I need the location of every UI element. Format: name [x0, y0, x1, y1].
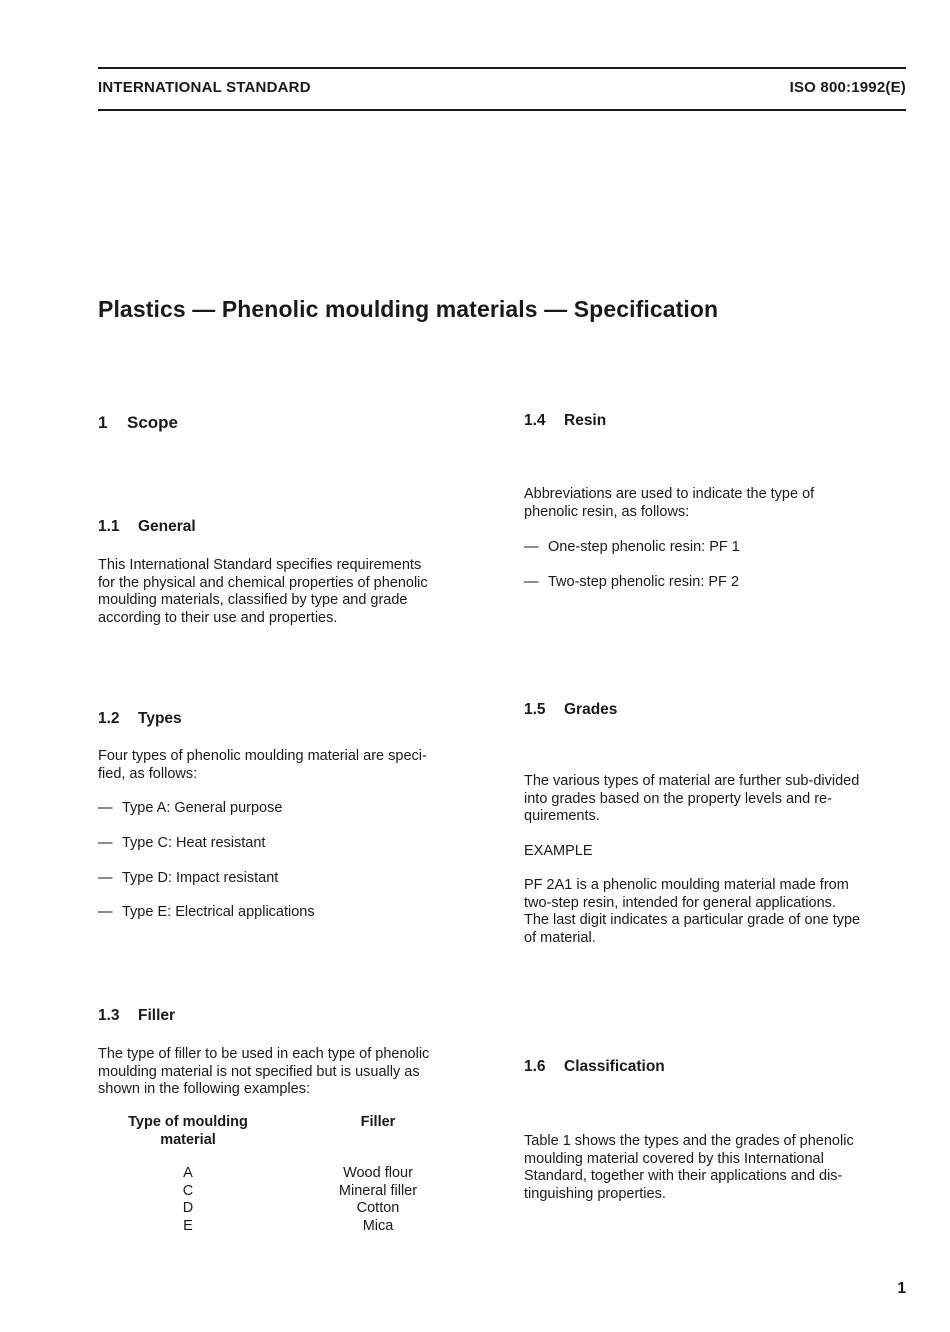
text-line: shown in the following examples:	[98, 1081, 310, 1097]
section-title: Filler	[138, 1007, 176, 1024]
general-paragraph	[98, 557, 479, 627]
text-line: moulding materials, classified by type and grade	[98, 592, 408, 608]
table-cell-type: A	[183, 1165, 193, 1181]
table-header-filler: Filler	[360, 1114, 396, 1130]
text-line: The various types of material are further sub-divided	[524, 773, 860, 789]
table-body	[108, 1165, 468, 1235]
filler-paragraph	[98, 1046, 479, 1099]
types-paragraph	[98, 748, 479, 783]
header-bottom-rule	[98, 109, 906, 111]
page-number: 1	[897, 1280, 906, 1297]
header-left: INTERNATIONAL STANDARD	[98, 79, 311, 96]
header-right: ISO 800:1992(E)	[789, 79, 906, 96]
section-number: 1.6	[524, 1058, 546, 1075]
text-line: into grades based on the property levels and re-	[524, 790, 832, 807]
text-line: moulding material is not specified but is usually as	[98, 1063, 420, 1080]
text-line: tinguishing properties.	[524, 1185, 666, 1202]
section-classification-heading	[524, 1058, 665, 1076]
list-item: — Type A: General purpose	[98, 800, 283, 816]
classification-paragraph	[524, 1133, 906, 1203]
text-line: two-step resin, intended for general applications.	[524, 894, 836, 911]
text-line: phenolic resin, as follows:	[524, 503, 690, 520]
list-item: — Type E: Electrical applications	[98, 904, 315, 920]
section-number: 1.5	[524, 701, 546, 718]
table-row	[108, 1200, 468, 1218]
table-row	[108, 1183, 468, 1201]
section-number: 1.4	[524, 412, 546, 429]
table-cell-type: D	[182, 1200, 194, 1216]
list-item: — Two-step phenolic resin: PF 2	[524, 574, 740, 590]
section-general-heading	[98, 518, 196, 536]
section-types-heading	[98, 710, 182, 728]
text-line: quirements.	[524, 808, 600, 824]
example-paragraph	[524, 877, 906, 947]
table-row	[108, 1165, 468, 1183]
grades-paragraph	[524, 773, 906, 826]
text-line: Table 1 shows the types and the grades of phenolic	[524, 1133, 854, 1149]
text-line: for the physical and chemical properties of phenolic	[98, 574, 428, 591]
section-title: Resin	[564, 412, 607, 429]
text-line: moulding material covered by this International	[524, 1150, 824, 1167]
section-title: Types	[138, 710, 182, 727]
section-scope-heading	[98, 413, 178, 433]
text-line: The type of filler to be used in each type of phenolic	[98, 1046, 430, 1062]
text-line: The last digit indicates a particular grade of one type	[524, 912, 861, 928]
text-line: according to their use and properties.	[98, 609, 338, 626]
section-title: General	[138, 518, 196, 535]
text-line: This International Standard specifies requirements	[98, 557, 422, 573]
table-cell-filler: Mineral filler	[338, 1182, 418, 1199]
section-resin-heading	[524, 412, 606, 430]
example-label: EXAMPLE	[524, 843, 593, 859]
list-item: — Type C: Heat resistant	[98, 835, 266, 851]
table-cell-filler: Mica	[362, 1217, 394, 1234]
text-line: Standard, together with their applications and dis-	[524, 1168, 843, 1184]
section-number: 1	[98, 413, 108, 432]
table-cell-filler: Cotton	[356, 1200, 400, 1216]
list-item: — One-step phenolic resin: PF 1	[524, 539, 740, 555]
section-title: Scope	[127, 413, 179, 432]
section-grades-heading	[524, 701, 617, 719]
page-title: Plastics — Phenolic moulding materials — Specification	[98, 296, 719, 322]
header-top-rule	[98, 67, 906, 69]
section-number: 1.2	[98, 710, 120, 727]
text-line: Four types of phenolic moulding material are speci-	[98, 748, 427, 764]
resin-paragraph	[524, 486, 906, 521]
text-line: Abbreviations are used to indicate the type of	[524, 486, 815, 502]
table-cell-type: E	[183, 1217, 193, 1234]
table-row	[108, 1218, 468, 1236]
section-title: Classification	[564, 1058, 665, 1075]
section-number: 1.1	[98, 518, 120, 535]
text-line: of material.	[524, 929, 596, 946]
section-number: 1.3	[98, 1007, 120, 1024]
list-item: — Type D: Impact resistant	[98, 870, 279, 886]
text-line: fied, as follows:	[98, 765, 198, 782]
table-header-type: Type of moulding material	[128, 1114, 248, 1148]
section-filler-heading	[98, 1007, 175, 1025]
section-title: Grades	[564, 701, 618, 718]
table-cell-type: C	[182, 1182, 194, 1199]
text-line: PF 2A1 is a phenolic moulding material made from	[524, 877, 849, 893]
table-cell-filler: Wood flour	[343, 1165, 413, 1181]
